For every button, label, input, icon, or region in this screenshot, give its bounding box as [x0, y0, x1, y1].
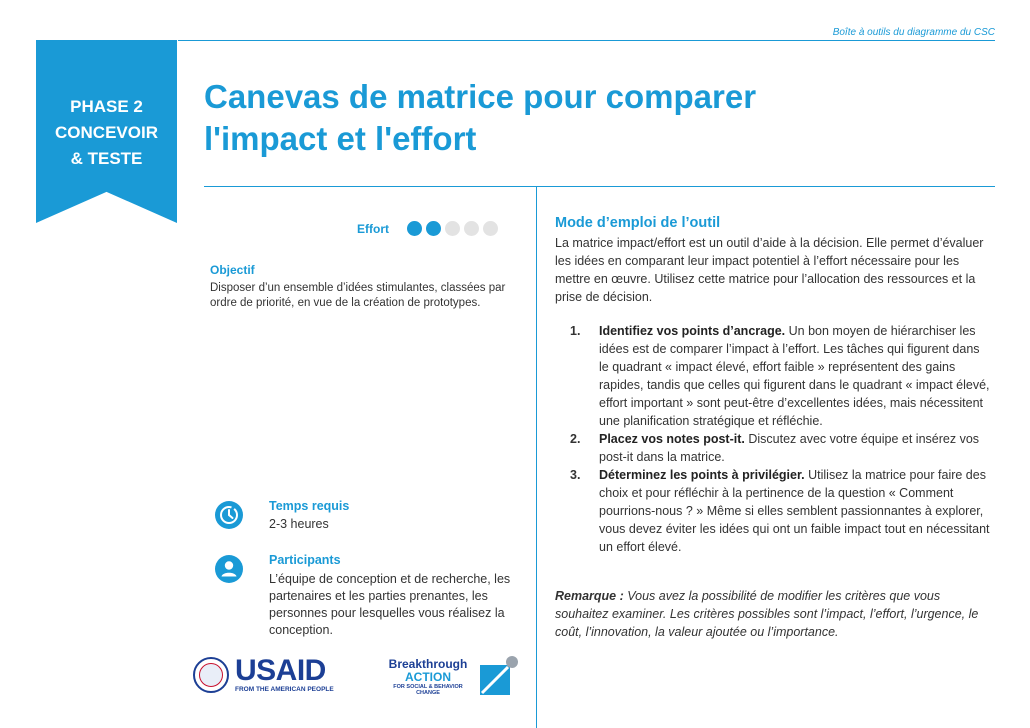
phase-line-2: CONCEVOIR — [55, 123, 158, 142]
column-divider — [536, 187, 537, 728]
effort-dot — [426, 221, 441, 236]
usaid-seal-icon — [193, 657, 229, 693]
step-heading: Placez vos notes post-it. — [599, 432, 745, 446]
mode-title: Mode d’emploi de l’outil — [555, 215, 721, 231]
clock-icon — [215, 501, 243, 529]
remark-label: Remarque : — [555, 589, 624, 603]
breakthrough-mark-icon — [478, 655, 520, 697]
list-item — [570, 430, 990, 466]
phase-label — [36, 94, 177, 172]
step-heading: Identifiez vos points d’ancrage. — [599, 324, 786, 338]
step-text: Un bon moyen de hiérarchiser les idées est de comparer l’impact à l’effort. Les tâches qui figurent dans le quadrant « impact élevé, effort faible » représentent des gains rapides, tandis que celles qui figurent dans le quadrant « impact élevé, effort important » sont peut-être d’excellentes idées, mais nécessitent une planification stratégique et réfléchie. — [599, 324, 990, 428]
mode-intro: La matrice impact/effort est un outil d’aide à la décision. Elle permet d’évaluer les idées en comparant leur impact potentiel à l’effort nécessaire pour les mettre en œuvre. Utilisez cette matrice pour l’allocation des ressources et la prise de décision. — [555, 236, 984, 304]
time-title: Temps requis — [269, 499, 350, 513]
page-title — [204, 76, 824, 160]
document-title: Boîte à outils du diagramme du CSC — [832, 27, 995, 38]
usaid-wordmark: USAID — [235, 654, 326, 687]
effort-dot — [445, 221, 460, 236]
step-number: 3. — [570, 468, 581, 482]
person-icon — [215, 555, 243, 583]
effort-dot — [464, 221, 479, 236]
effort-label: Effort — [357, 221, 389, 236]
effort-dot — [483, 221, 498, 236]
title-divider — [204, 186, 995, 187]
step-heading: Déterminez les points à privilégier. — [599, 468, 805, 482]
effort-dot — [407, 221, 422, 236]
header-rule — [178, 40, 995, 41]
remark — [555, 587, 995, 641]
list-item — [570, 466, 990, 556]
page-title-line-2: l'impact et l'effort — [204, 120, 477, 157]
participants-text: L’équipe de conception et de recherche, les partenaires et les parties prenantes, les personnes pour lesquelles vous réalisez la conception. — [269, 572, 511, 637]
step-number: 2. — [570, 432, 581, 446]
ba-line-2: ACTION — [405, 670, 451, 684]
phase-line-3: & TESTE — [70, 149, 143, 168]
list-item — [570, 322, 990, 430]
breakthrough-action-logo — [382, 655, 522, 697]
step-text: Utilisez la matrice pour faire des choix et pour réfléchir à la pertinence de la question « Comment pourrions-nous ? » Même si elles semblent passionnantes à explorer, vous devez éviter les idées qui ont un faible impact tout en nécessitant un effort élevé. — [599, 468, 990, 554]
usaid-tagline: FROM THE AMERICAN PEOPLE — [235, 686, 334, 693]
page-title-line-1: Canevas de matrice pour comparer — [204, 78, 757, 115]
participants-title: Participants — [269, 553, 341, 567]
objective-title: Objectif — [210, 263, 255, 277]
step-text: Discutez avec votre équipe et insérez vos post-it dans la matrice. — [599, 432, 980, 464]
step-number: 1. — [570, 324, 581, 338]
effort-rating — [357, 221, 498, 236]
remark-text: Vous avez la possibilité de modifier les critères que vous souhaitez examiner. Les critères possibles sont l’impact, l’effort, l’urgence, le coût, l’innovation, la valeur ajoutée ou l’importance. — [555, 589, 979, 639]
phase-line-1: PHASE 2 — [70, 97, 143, 116]
usaid-logo — [193, 654, 334, 693]
time-text: 2-3 heures — [269, 517, 329, 531]
ba-line-3: FOR SOCIAL & BEHAVIOR CHANGE — [393, 684, 463, 696]
objective-text: Disposer d’un ensemble d’idées stimulantes, classées par ordre de priorité, en vue de la création de prototypes. — [210, 282, 506, 309]
steps-list — [570, 322, 990, 556]
ba-line-1: Breakthrough — [388, 657, 468, 671]
